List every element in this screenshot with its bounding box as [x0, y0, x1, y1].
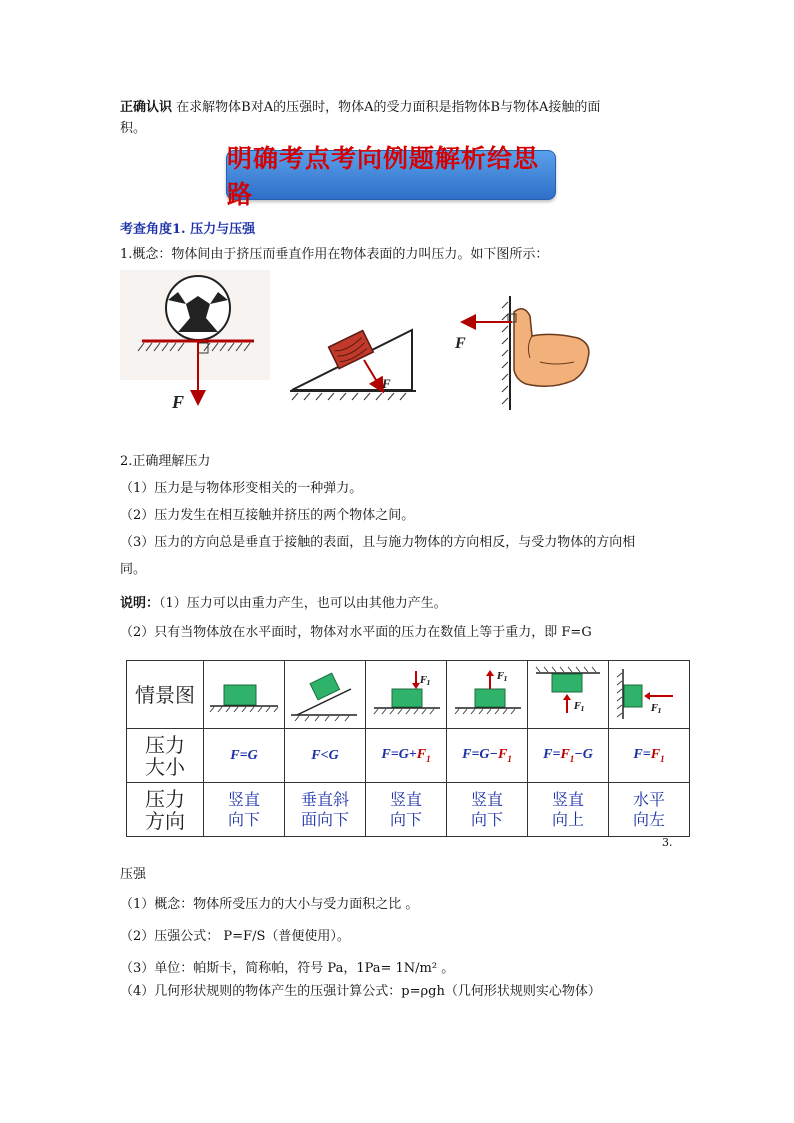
svg-text:F1: $F_1$ [651, 703, 662, 715]
direction-header: 压力 方向 [127, 783, 204, 837]
section-banner [226, 144, 556, 209]
pressure-figures [120, 270, 610, 415]
pressure-item-2: （2）压强公式： P=F/S（普便使用）。 [120, 929, 350, 944]
concept-text: 1.概念：物体间由于挤压而垂直作用在物体表面的力叫压力。如下图所示： [120, 247, 549, 262]
scene-wall-icon [611, 663, 687, 723]
understand-item-3: （3）压力的方向总是垂直于接触的表面，且与施力物体的方向相反，与受力物体的方向相 [120, 535, 636, 550]
intro-text-cont: 积。 [120, 121, 147, 136]
pressure-item-3: （3）单位：帕斯卡，简称帕，符号 Pa，1Pa= 1N/m² 。 [120, 961, 455, 976]
pressure-item-4: （4）几何形状规则的物体产生的压强计算公式：p=ρgh（几何形状规则实心物体） [120, 984, 601, 999]
direction-cell-2: 垂直斜 面向下 [285, 783, 366, 837]
scene-cell-5 [528, 661, 609, 729]
note-line-1 [120, 593, 447, 615]
size-cell-3: $F=G+F_1$ [366, 729, 447, 783]
note-text-1: （1）压力可以由重力产生，也可以由其他力产生。 [159, 596, 447, 611]
svg-text:F1: $F_1$ [420, 675, 431, 687]
understand-item-3-cont: 同。 [120, 562, 147, 577]
understand-title: 2.正确理解压力 [120, 454, 211, 469]
direction-cell-6: 水平 向左 [609, 783, 690, 837]
scene-cell-6 [609, 661, 690, 729]
understand-item-1: （1）压力是与物体形变相关的一种弹力。 [120, 481, 363, 496]
scene-incline-icon [287, 663, 363, 723]
scene-cell-1 [204, 661, 285, 729]
intro-label: 正确认识 [120, 100, 173, 115]
ball-figure [120, 270, 270, 412]
table-row-scene [127, 661, 690, 729]
intro-line [120, 97, 600, 119]
force-label-ball: F [172, 392, 185, 412]
force-label-incline: F [382, 376, 391, 391]
scene-pressed-down-icon [368, 663, 444, 723]
understand-item-2: （2）压力发生在相互接触并挤压的两个物体之间。 [120, 508, 415, 523]
table-row-direction [127, 783, 690, 837]
svg-text:F1: $F_1$ [574, 701, 585, 713]
list-number-3: 3. [662, 836, 673, 849]
incline-figure [290, 330, 416, 400]
svg-text:F1: $F_1$ [497, 671, 508, 683]
table-row-size [127, 729, 690, 783]
scene-horizontal-icon [206, 663, 282, 723]
note-label: 说明： [120, 596, 160, 611]
direction-cell-3: 竖直 向下 [366, 783, 447, 837]
note-line-2: （2）只有当物体放在水平面时，物体对水平面的压力在数值上等于重力，即 F=G [120, 625, 592, 640]
scene-cell-4 [447, 661, 528, 729]
scene-ceiling-icon [530, 663, 606, 723]
banner-title: 明确考点考向例题解析给思路 [227, 144, 540, 209]
size-cell-6: $F=F_1$ [609, 729, 690, 783]
force-label-thumb: F [455, 335, 466, 352]
intro-text: 在求解物体B对A的压强时，物体A的受力面积是指物体B与物体A接触的面 [176, 100, 601, 115]
scene-pulled-up-icon [449, 663, 525, 723]
direction-cell-4: 竖直 向下 [447, 783, 528, 837]
pressure-item-1: （1）概念：物体所受压力的大小与受力面积之比 。 [120, 897, 419, 912]
direction-cell-5: 竖直 向上 [528, 783, 609, 837]
size-header: 压力 大小 [127, 729, 204, 783]
pressure-scene-table [126, 660, 690, 837]
size-cell-5: $F=F_1-G$ [528, 729, 609, 783]
scene-cell-3 [366, 661, 447, 729]
section-title: 考查角度1. 压力与压强 [120, 222, 256, 237]
thumb-figure [454, 296, 589, 410]
scene-cell-2 [285, 661, 366, 729]
size-cell-4: $F=G-F_1$ [447, 729, 528, 783]
direction-cell-1: 竖直 向下 [204, 783, 285, 837]
size-cell-2: F<G [285, 729, 366, 783]
size-cell-1: F=G [204, 729, 285, 783]
pressure-title: 压强 [120, 867, 147, 882]
scene-header: 情景图 [127, 661, 204, 729]
